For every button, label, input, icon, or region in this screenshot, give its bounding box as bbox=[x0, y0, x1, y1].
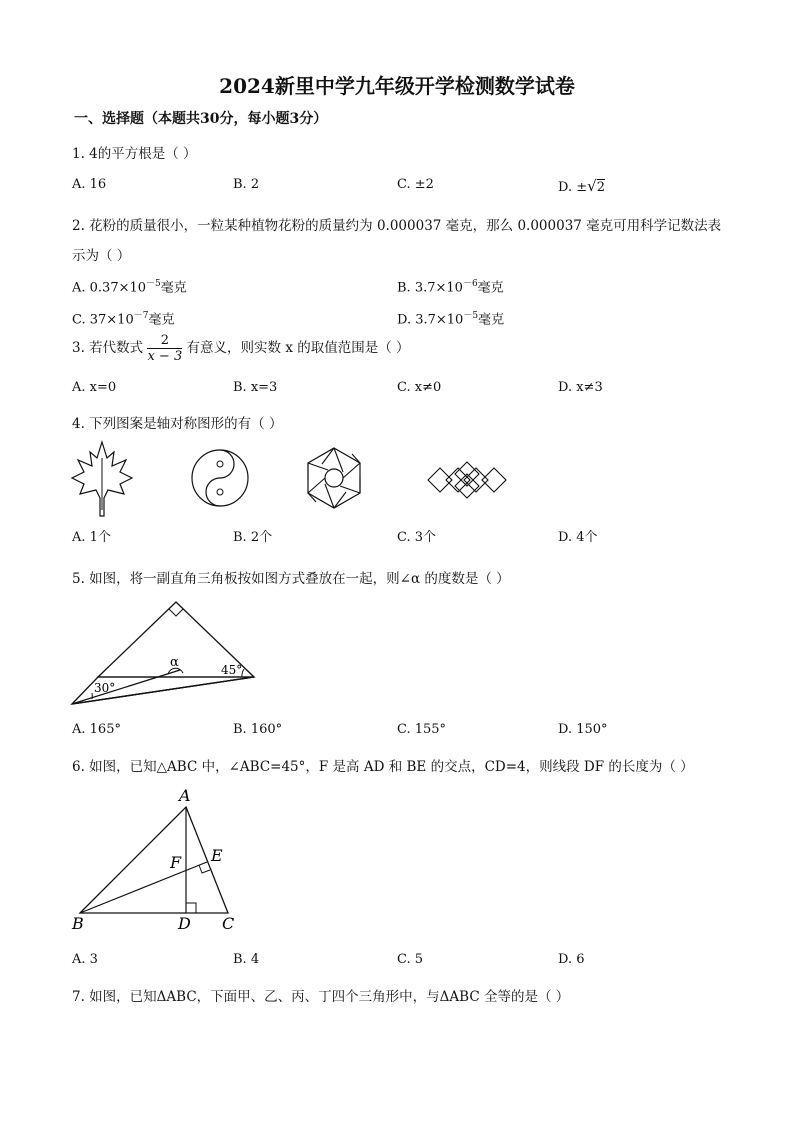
q3-suffix: 有意义，则实数 x 的取值范围是（ ） bbox=[186, 340, 410, 356]
q3-numerator: 2 bbox=[147, 333, 182, 349]
triangle-abc-figure bbox=[70, 786, 250, 936]
q3-option-b: B. x=3 bbox=[233, 380, 278, 395]
angle-45-label: 45° bbox=[221, 663, 243, 677]
question-7-stem: 7. 如图，已知ΔABC，下面甲、乙、丙、丁四个三角形中，与ΔABC 全等的是（ ） bbox=[72, 989, 570, 1005]
q2-c-base: C. 37×10 bbox=[72, 312, 134, 328]
q2-a-base: A. 0.37×10 bbox=[72, 280, 147, 296]
q3-fraction bbox=[147, 333, 182, 364]
q3-option-d: D. x≠3 bbox=[558, 380, 603, 395]
question-6-stem: 6. 如图，已知△ABC 中，∠ABC=45°，F 是高 AD 和 BE 的交点，CD=4，则线段 DF 的长度为（ ） bbox=[72, 759, 694, 775]
hexagon-pinwheel-figure bbox=[302, 446, 366, 510]
q6-option-c: C. 5 bbox=[397, 952, 424, 967]
q4-option-b: B. 2个 bbox=[233, 530, 273, 545]
chain-knot-figure bbox=[426, 460, 516, 500]
q2-a-unit: 毫克 bbox=[160, 280, 187, 296]
question-2-line-1: 2. 花粉的质量很小，一粒某种植物花粉的质量约为 0.000037 毫克，那么 0.000037 毫克可用科学记数法表 bbox=[72, 218, 722, 234]
q1-option-d-prefix: D. ± bbox=[558, 180, 588, 195]
q2-option-c bbox=[72, 308, 174, 327]
q1-option-b: B. 2 bbox=[233, 177, 260, 192]
point-e-label: E bbox=[211, 846, 223, 865]
q2-option-b bbox=[397, 276, 504, 295]
q4-option-a: A. 1个 bbox=[72, 530, 111, 545]
section-heading: 一、选择题（本题共30分，每小题3分） bbox=[74, 111, 328, 127]
question-1-stem: 1. 4的平方根是（ ） bbox=[72, 146, 197, 162]
q4-option-d: D. 4个 bbox=[558, 530, 598, 545]
q2-a-exponent: －5 bbox=[146, 279, 161, 289]
vertex-c-label: C bbox=[222, 914, 235, 933]
q3-option-c: C. x≠0 bbox=[397, 380, 442, 395]
q1-option-d bbox=[558, 177, 605, 195]
q5-option-a: A. 165° bbox=[72, 722, 121, 737]
q1-option-c: C. ±2 bbox=[397, 177, 434, 192]
question-3-stem bbox=[72, 333, 410, 364]
q5-option-d: D. 150° bbox=[558, 722, 608, 737]
question-5-stem: 5. 如图，将一副直角三角板按如图方式叠放在一起，则∠α 的度数是（ ） bbox=[72, 571, 510, 587]
set-squares-figure bbox=[70, 600, 260, 710]
q2-c-unit: 毫克 bbox=[148, 312, 175, 328]
angle-alpha-label: α bbox=[170, 655, 179, 670]
q3-denominator: x − 3 bbox=[147, 349, 183, 364]
q2-b-exponent: －6 bbox=[462, 279, 478, 289]
q6-option-a: A. 3 bbox=[72, 952, 98, 967]
q2-b-unit: 毫克 bbox=[477, 280, 504, 296]
question-4-stem: 4. 下列图案是轴对称图形的有（ ） bbox=[72, 416, 283, 432]
question-2-line-2: 示为（ ） bbox=[72, 248, 131, 264]
q2-c-exponent: －7 bbox=[133, 311, 149, 321]
q1-option-d-radicand: 2 bbox=[596, 180, 605, 195]
maple-leaf-figure bbox=[70, 440, 134, 518]
exam-title: 2024新里中学九年级开学检测数学试卷 bbox=[219, 74, 575, 98]
q2-d-base: D. 3.7×10 bbox=[397, 312, 464, 328]
vertex-b-label: B bbox=[72, 914, 84, 933]
yin-yang-figure bbox=[190, 448, 250, 508]
q1-option-a: A. 16 bbox=[72, 177, 107, 192]
point-d-label: D bbox=[178, 914, 191, 933]
q6-option-b: B. 4 bbox=[233, 952, 260, 967]
q2-b-base: B. 3.7×10 bbox=[397, 280, 463, 296]
vertex-a-label: A bbox=[179, 786, 191, 805]
q2-option-d bbox=[397, 308, 504, 327]
q3-prefix: 3. 若代数式 bbox=[72, 340, 144, 356]
radical-sign: √ bbox=[587, 177, 597, 195]
q2-option-a bbox=[72, 276, 187, 295]
q4-option-c: C. 3个 bbox=[397, 530, 437, 545]
q2-d-exponent: －5 bbox=[463, 311, 479, 321]
point-f-label: F bbox=[170, 853, 182, 872]
q3-option-a: A. x=0 bbox=[72, 380, 117, 395]
angle-30-label: 30° bbox=[94, 681, 116, 695]
q5-option-c: C. 155° bbox=[397, 722, 447, 737]
q5-option-b: B. 160° bbox=[233, 722, 283, 737]
q6-option-d: D. 6 bbox=[558, 952, 585, 967]
q2-d-unit: 毫克 bbox=[478, 312, 505, 328]
